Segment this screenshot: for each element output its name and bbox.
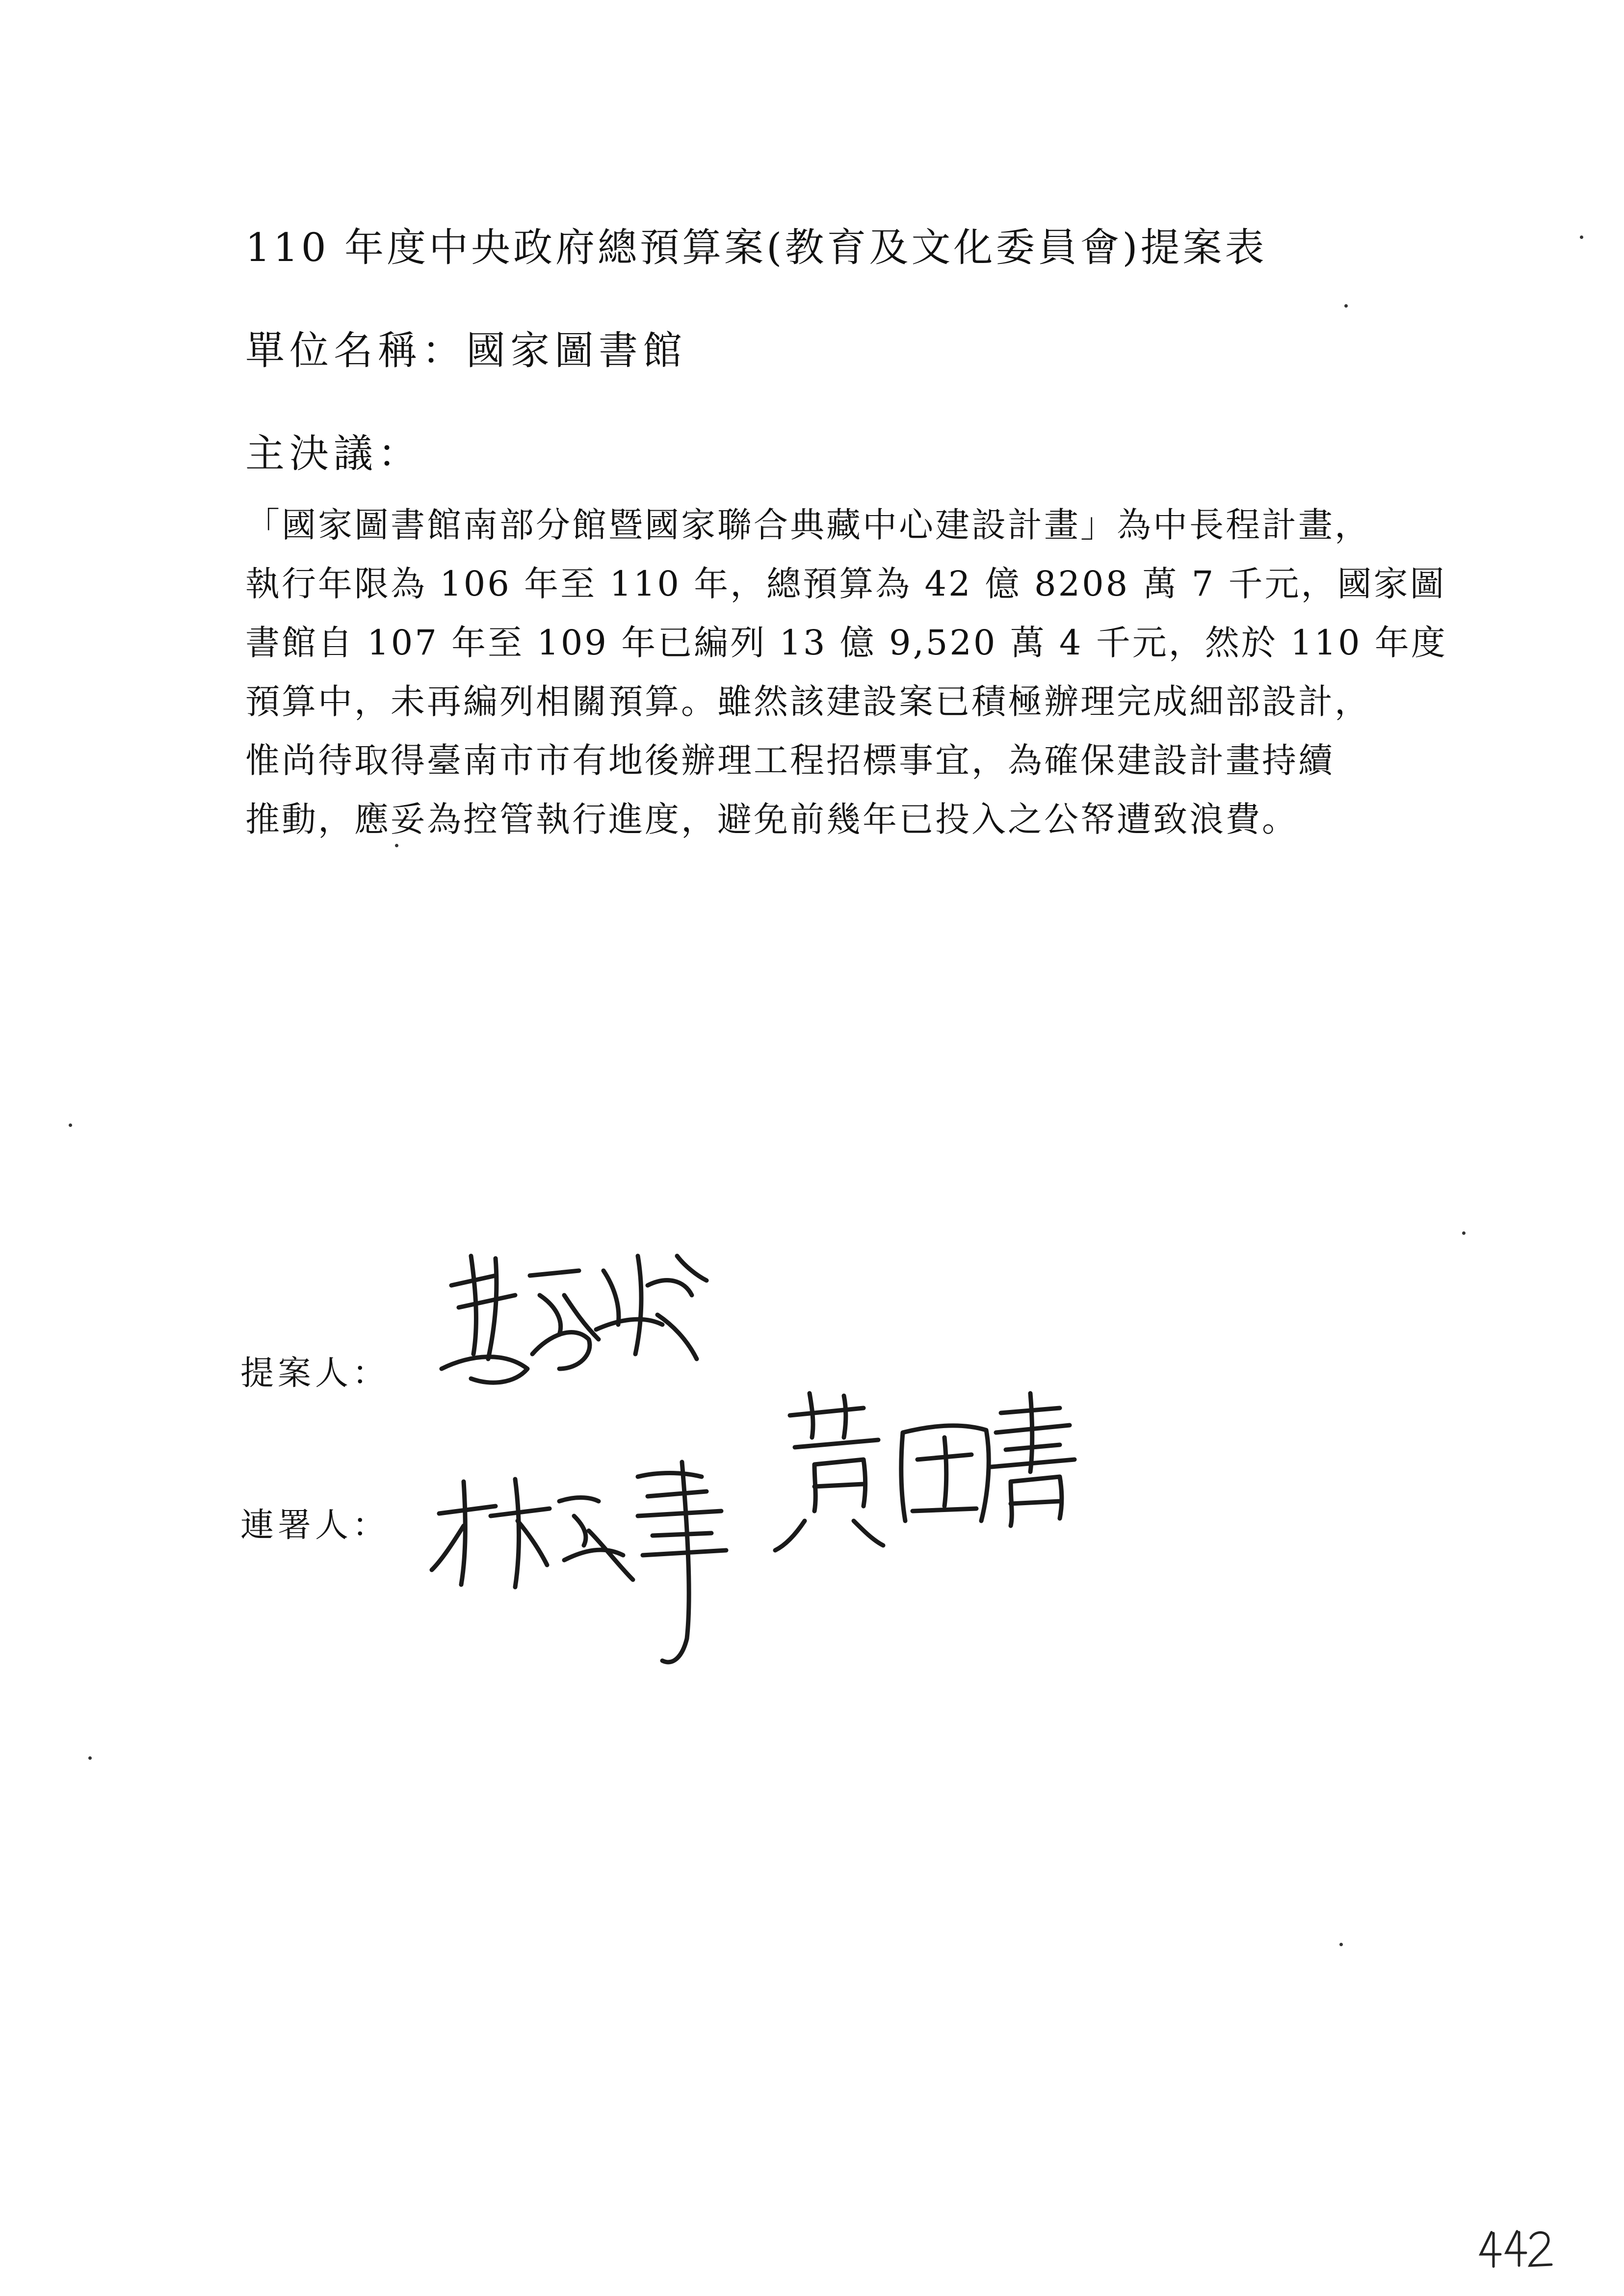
unit-name-line: 單位名稱：國家圖書館 — [245, 328, 687, 373]
scan-speck — [1580, 235, 1583, 239]
document-title: 110 年度中央政府總預算案(教育及文化委員會)提案表 — [245, 225, 1267, 270]
body-line: 執行年限為 106 年至 110 年，總預算為 42 億 8208 萬 7 千元，國家圖 — [245, 564, 1446, 604]
cosigner-label: 連署人： — [240, 1506, 390, 1545]
main-resolution-label: 主決議： — [245, 431, 422, 476]
proposer-label: 提案人： — [240, 1354, 390, 1393]
body-line: 「國家圖書館南部分館暨國家聯合典藏中心建設計畫」為中長程計畫， — [245, 505, 1371, 545]
resolution-body — [245, 496, 1447, 849]
body-line: 惟尚待取得臺南市市有地後辦理工程招標事宜，為確保建設計畫持續 — [245, 740, 1335, 781]
cosigner-1-signature — [432, 1462, 726, 1662]
scan-speck — [395, 844, 398, 847]
scan-speck — [1344, 304, 1348, 308]
page-number-handwritten — [1477, 2227, 1555, 2271]
scan-speck — [1462, 1231, 1466, 1235]
proposer-signature — [442, 1256, 707, 1383]
body-line: 預算中，未再編列相關預算。雖然該建設案已積極辦理完成細部設計， — [245, 681, 1371, 722]
cosigner-2-signature — [775, 1393, 1074, 1550]
body-line: 推動，應妥為控管執行進度，避免前幾年已投入之公帑遭致浪費。 — [245, 799, 1298, 839]
body-line: 書館自 107 年至 109 年已編列 13 億 9,520 萬 4 千元，然於 110 年度 — [245, 623, 1447, 663]
scan-speck — [69, 1123, 72, 1127]
scan-speck — [1339, 1943, 1343, 1946]
scan-speck — [88, 1756, 92, 1760]
